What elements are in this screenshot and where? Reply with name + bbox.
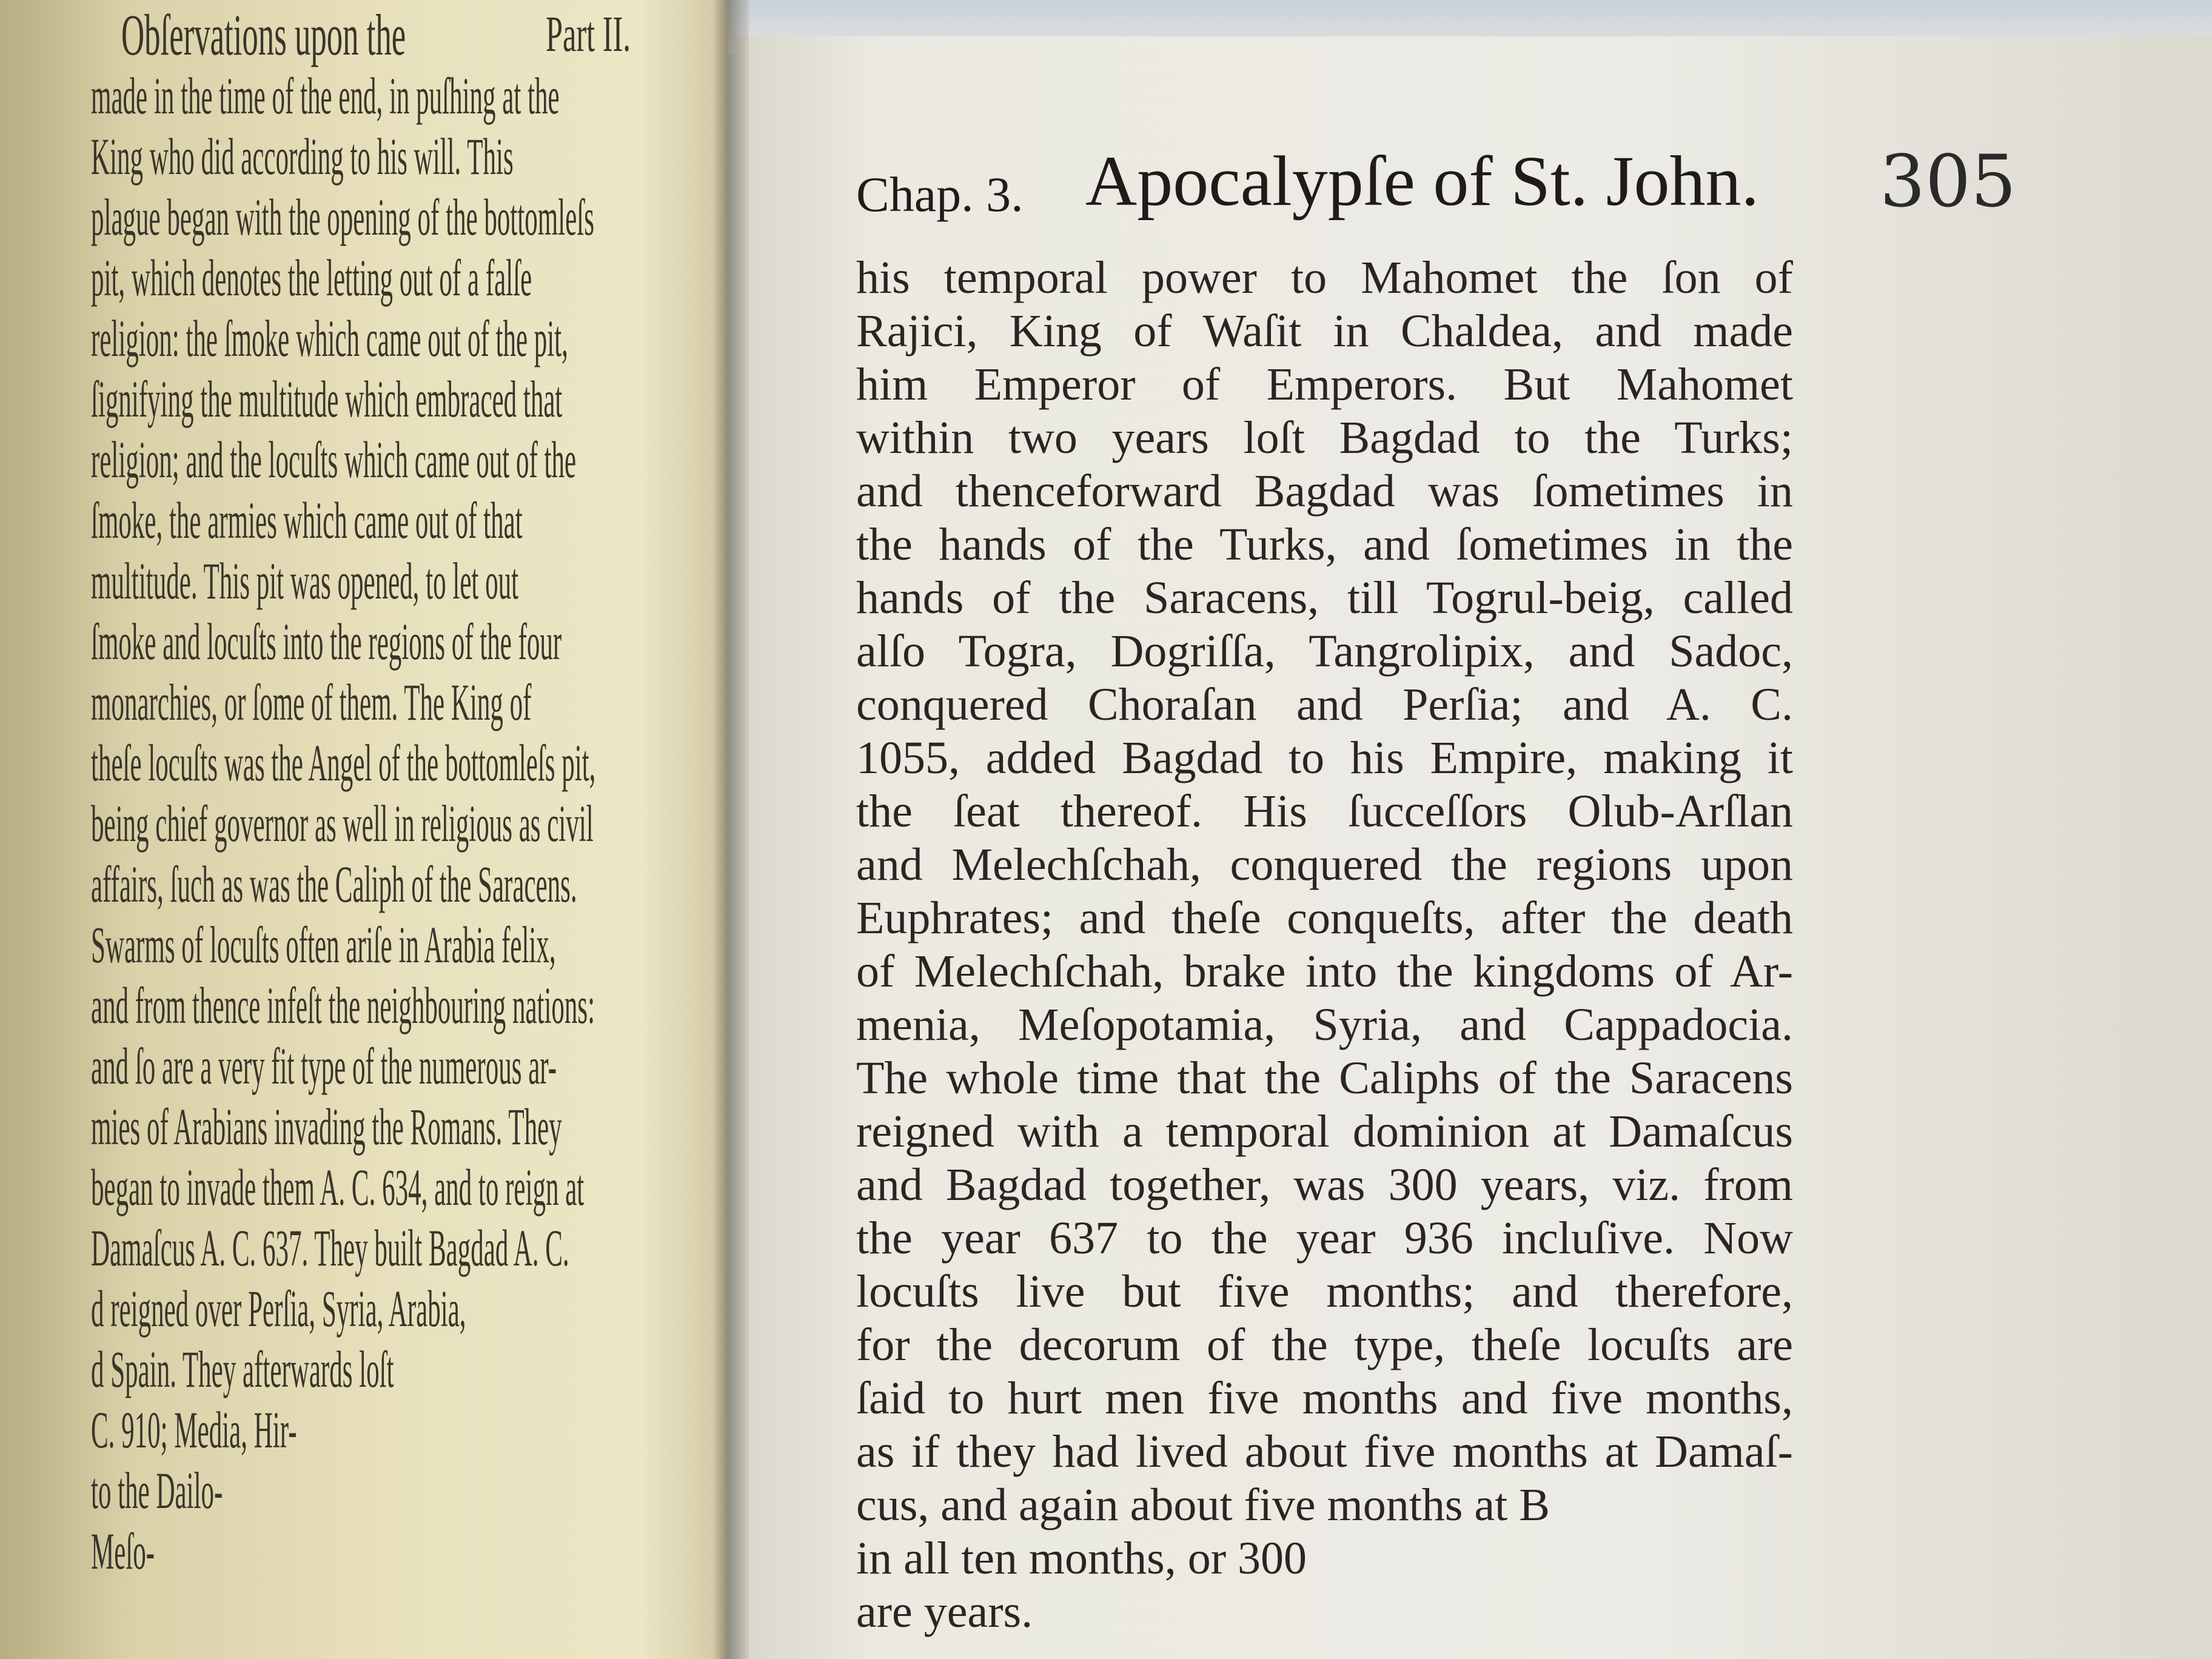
left-running-head: Obſervations upon the	[121, 2, 406, 67]
text-line: mies of Arabians invading the Romans. They	[91, 1098, 562, 1156]
text-line: Rajici, King of Waſit in Chaldea, and made	[856, 306, 1793, 357]
text-line: and Bagdad together, was 300 years, viz. from	[856, 1159, 1793, 1210]
text-line: reigned with a temporal dominion at Damaſcus	[856, 1106, 1793, 1157]
text-line: d Spain. They afterwards loſt	[91, 1340, 394, 1398]
text-line: being chief governor as well in religious as civil	[91, 794, 594, 853]
text-line: the ſeat thereof. His ſucceſſors Olub-Arſlan	[856, 786, 1793, 837]
text-line: within two years loſt Bagdad to the Turks;	[856, 412, 1793, 463]
text-line: plague began with the opening of the bottomleſs	[91, 188, 594, 246]
text-line: Swarms of locuſts often ariſe in Arabia felix,	[91, 916, 556, 974]
text-line: 1055, added Bagdad to his Empire, making it	[856, 732, 1793, 783]
text-line: hands of the Saracens, till Togrul-beig, called	[856, 572, 1793, 623]
text-line: Euphrates; and theſe conqueſts, after the death	[856, 893, 1793, 943]
text-line: him Emperor of Emperors. But Mahomet	[856, 359, 1793, 410]
text-line: multitude. This pit was opened, to let out	[91, 552, 519, 610]
text-line: and from thence infeſt the neighbouring nations:	[91, 976, 595, 1034]
chapter-label: Chap. 3.	[856, 167, 1024, 222]
text-line: are years.	[856, 1586, 1033, 1637]
text-line: cus, and again about five months at B	[856, 1480, 1550, 1530]
text-line: religion; and the locuſts which came out of the	[91, 431, 577, 489]
text-line: The whole time that the Caliphs of the Saracens	[856, 1053, 1793, 1104]
text-line: Meſo-	[91, 1522, 155, 1580]
text-line: conquered Choraſan and Perſia; and A. C.	[856, 679, 1793, 730]
text-line: King who did according to his will. This	[91, 127, 514, 186]
text-line: for the decorum of the type, theſe locuſts are	[856, 1319, 1793, 1370]
text-line: of Melechſchah, brake into the kingdoms of Ar-	[856, 946, 1793, 997]
text-line: Damaſcus A. C. 637. They built Bagdad A. C.	[91, 1219, 569, 1277]
text-line: the year 637 to the year 936 incluſive. Now	[856, 1213, 1793, 1264]
text-line: in all ten months, or 300	[856, 1533, 1307, 1584]
left-part-label: Part II.	[546, 6, 631, 62]
text-line: the hands of the Turks, and ſometimes in the	[856, 519, 1793, 570]
text-line: affairs, ſuch as was the Caliph of the Saracens.	[91, 855, 577, 913]
text-line: as if they had lived about five months at Damaſ-	[856, 1426, 1793, 1477]
right-running-title: Apocalypſe of St. John.	[1085, 141, 1760, 221]
text-line: menia, Meſopotamia, Syria, and Cappadocia.	[856, 999, 1793, 1050]
text-line: theſe locuſts was the Angel of the bottomleſs pit,	[91, 734, 596, 792]
text-line: monarchies, or ſome of them. The King of	[91, 673, 532, 731]
text-line: to the Dailo-	[91, 1461, 223, 1520]
text-line: pit, which denotes the letting out of a falſe	[91, 249, 532, 307]
left-page	[0, 0, 728, 1659]
text-line: d reigned over Perſia, Syria, Arabia,	[91, 1279, 466, 1338]
text-line: locuſts live but five months; and therefore,	[856, 1266, 1793, 1317]
text-line: alſo Togra, Dogriſſa, Tangrolipix, and Sadoc,	[856, 626, 1793, 677]
text-line: made in the time of the end, in puſhing at the	[91, 67, 560, 125]
text-line: and Melechſchah, conquered the regions upon	[856, 839, 1793, 890]
text-line: began to invade them A. C. 634, and to reign at	[91, 1158, 585, 1216]
text-line: ſmoke, the armies which came out of that	[91, 491, 523, 549]
text-line: religion: the ſmoke which came out of the pit,	[91, 309, 568, 367]
text-line: and thenceforward Bagdad was ſometimes in	[856, 466, 1793, 517]
text-line: and ſo are a very fit type of the numerous ar-	[91, 1037, 557, 1095]
text-line: his temporal power to Mahomet the ſon of	[856, 252, 1793, 303]
text-line: ſignifying the multitude which embraced that	[91, 370, 563, 428]
text-line: ſmoke and locuſts into the regions of the four	[91, 612, 562, 671]
text-line: C. 910; Media, Hir-	[91, 1401, 297, 1459]
text-line: ſaid to hurt men five months and five months,	[856, 1373, 1793, 1424]
page-number: 305	[1880, 139, 2017, 223]
book-gutter	[712, 0, 749, 1659]
